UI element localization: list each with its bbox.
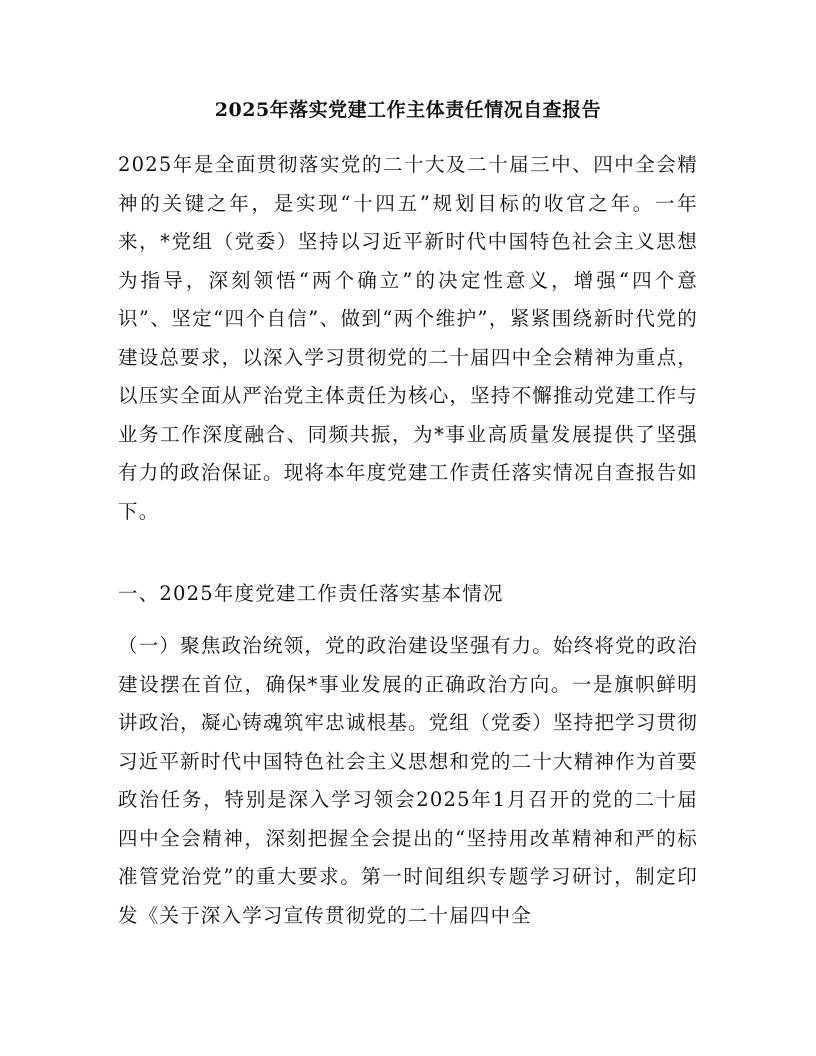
intro-paragraph: 2025年是全面贯彻落实党的二十大及二十届三中、四中全会精神的关键之年，是实现“十四五”规划目标的收官之年。一年来，*党组（党委）坚持以习近平新时代中国特色社会主义思想为指导，深刻领悟“两个确立”的决定性意义，增强“四个意识”、坚定“四个自信”、做到“两个维护”，紧紧围绕新时代党的建设总要求，以深入学习贯彻党的二十届四中全会精神为重点，以压实全面从严治党主体责任为核心，坚持不懈推动党建工作与业务工作深度融合、同频共振，为*事业高质量发展提供了坚强有力的政治保证。现将本年度党建工作责任落实情况自查报告如下。 <box>118 153 698 523</box>
section-heading: 一、2025年度党建工作责任落实基本情况 <box>118 582 504 605</box>
body-paragraph: （一）聚焦政治统领，党的政治建设坚强有力。始终将党的政治建设摆在首位，确保*事业发展的正确政治方向。一是旗帜鲜明讲政治，凝心铸魂筑牢忠诚根基。党组（党委）坚持把学习贯彻习近平新时代中国特色社会主义思想和党的二十大精神作为首要政治任务，特别是深入学习领会2025年1月召开的党的二十届四中全会精神，深刻把握全会提出的“坚持用改革精神和严的标准管党治党”的重大要求。第一时间组织专题学习研讨，制定印发《关于深入学习宣传贯彻党的二十届四中全 <box>118 634 698 927</box>
document-title: 2025年落实党建工作主体责任情况自查报告 <box>214 99 602 121</box>
